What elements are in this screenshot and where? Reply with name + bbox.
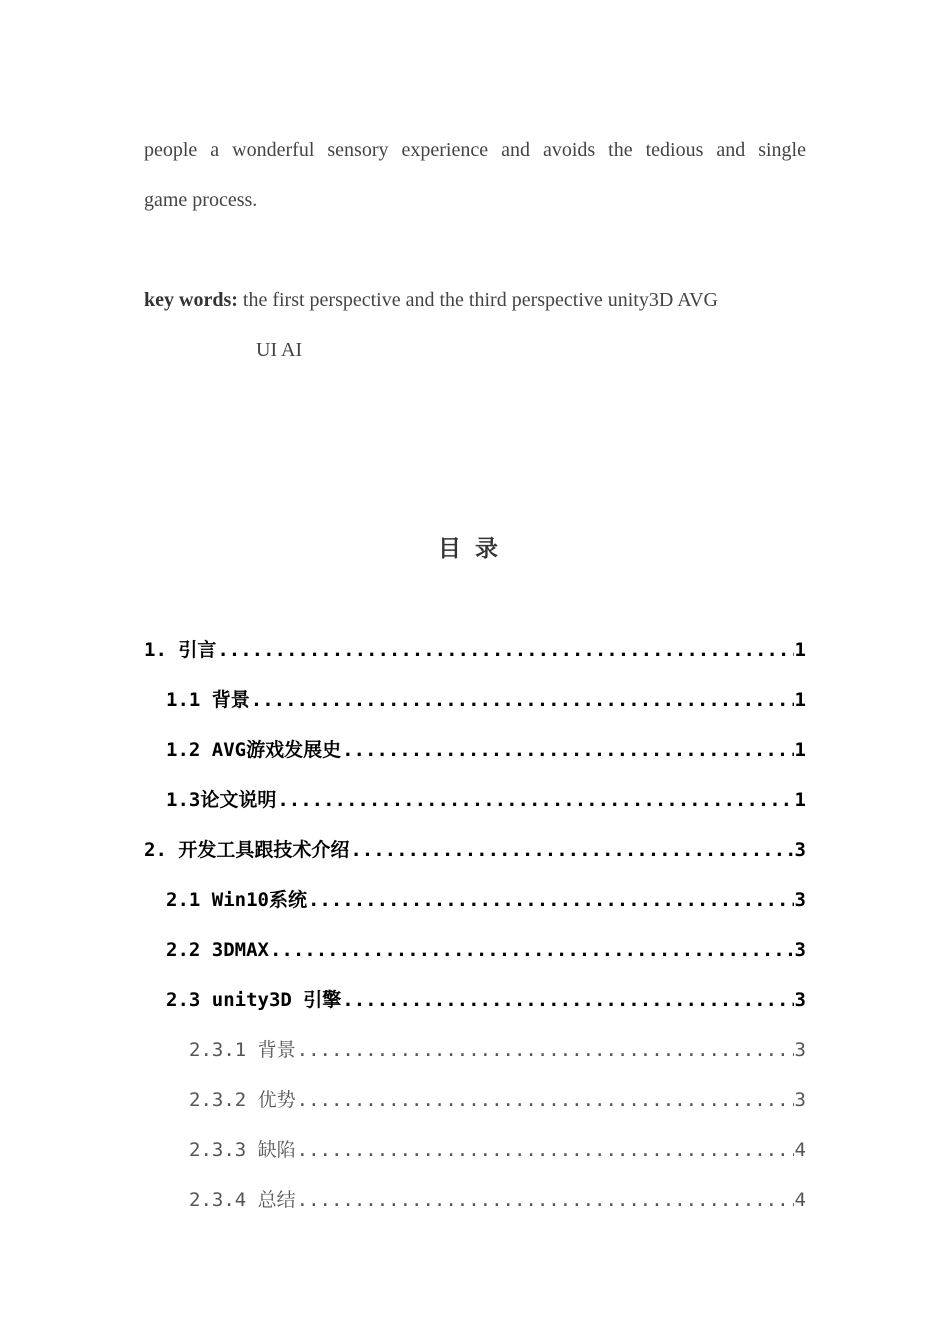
toc-entry[interactable] — [189, 1086, 806, 1114]
toc-entry-label: 1.2 AVG游戏发展史 — [166, 739, 342, 761]
toc-entry[interactable] — [166, 886, 806, 914]
toc-dot-leader — [350, 836, 793, 864]
toc-entry[interactable] — [189, 1036, 806, 1064]
toc-entry-label: 2.3.1 背景 — [189, 1039, 296, 1061]
toc-entry-page: 3 — [794, 1089, 806, 1111]
toc-entry[interactable] — [189, 1136, 806, 1164]
toc-entry-label: 2.1 Win10系统 — [166, 889, 307, 911]
keywords-line-1 — [144, 286, 806, 314]
toc-entry-page: 1 — [794, 739, 806, 761]
toc-entry[interactable] — [189, 1186, 806, 1214]
toc-entry[interactable] — [166, 686, 806, 714]
toc-entry-label: 1. 引言 — [144, 639, 217, 661]
toc-title: 目录 — [438, 536, 512, 562]
toc-dot-leader — [297, 1186, 794, 1214]
toc-dot-leader — [297, 1036, 794, 1064]
toc-entry-page: 3 — [794, 939, 806, 961]
toc-dot-leader — [277, 786, 793, 814]
toc-entry-page: 1 — [794, 789, 806, 811]
toc-entry-page: 1 — [794, 689, 806, 711]
keywords-line-2: UI AI — [256, 339, 303, 361]
toc-dot-leader — [308, 886, 794, 914]
toc-dot-leader — [251, 686, 794, 714]
toc-entry-page: 3 — [794, 839, 806, 861]
toc-entry-label: 2.3.3 缺陷 — [189, 1139, 296, 1161]
toc-entry[interactable] — [166, 936, 806, 964]
toc-entry-label: 2.3.4 总结 — [189, 1189, 296, 1211]
abstract-line-1: people a wonderful sensory experience and avoids the tedious and single — [144, 139, 806, 161]
toc-entry-page: 3 — [794, 989, 806, 1011]
toc-entry-page: 3 — [794, 1039, 806, 1061]
toc-entry-label: 2.2 3DMAX — [166, 939, 269, 961]
toc-entry[interactable] — [166, 786, 806, 814]
toc-dot-leader — [342, 736, 793, 764]
toc-entry-page: 3 — [794, 889, 806, 911]
keywords-label: key words: — [144, 289, 238, 311]
toc-dot-leader — [297, 1086, 794, 1114]
toc-entry-label: 2. 开发工具跟技术介绍 — [144, 839, 350, 861]
toc-dot-leader — [270, 936, 794, 964]
toc-entry-label: 1.1 背景 — [166, 689, 250, 711]
toc-entry-label: 2.3.2 优势 — [189, 1089, 296, 1111]
toc-entry-label: 2.3 unity3D 引擎 — [166, 989, 342, 1011]
toc-entry-page: 4 — [794, 1189, 806, 1211]
toc-entry-page: 1 — [794, 639, 806, 661]
abstract-line-2: game process. — [144, 189, 258, 211]
toc-entry[interactable] — [166, 986, 806, 1014]
toc-entry[interactable] — [144, 636, 806, 664]
toc-entry-label: 1.3论文说明 — [166, 789, 277, 811]
toc-dot-leader — [297, 1136, 794, 1164]
toc-entry[interactable] — [144, 836, 806, 864]
keywords-text: the first perspective and the third perspective unity3D AVG — [237, 289, 718, 311]
toc-entry[interactable] — [166, 736, 806, 764]
toc-dot-leader — [342, 986, 793, 1014]
toc-dot-leader — [217, 636, 793, 664]
toc-entry-page: 4 — [794, 1139, 806, 1161]
